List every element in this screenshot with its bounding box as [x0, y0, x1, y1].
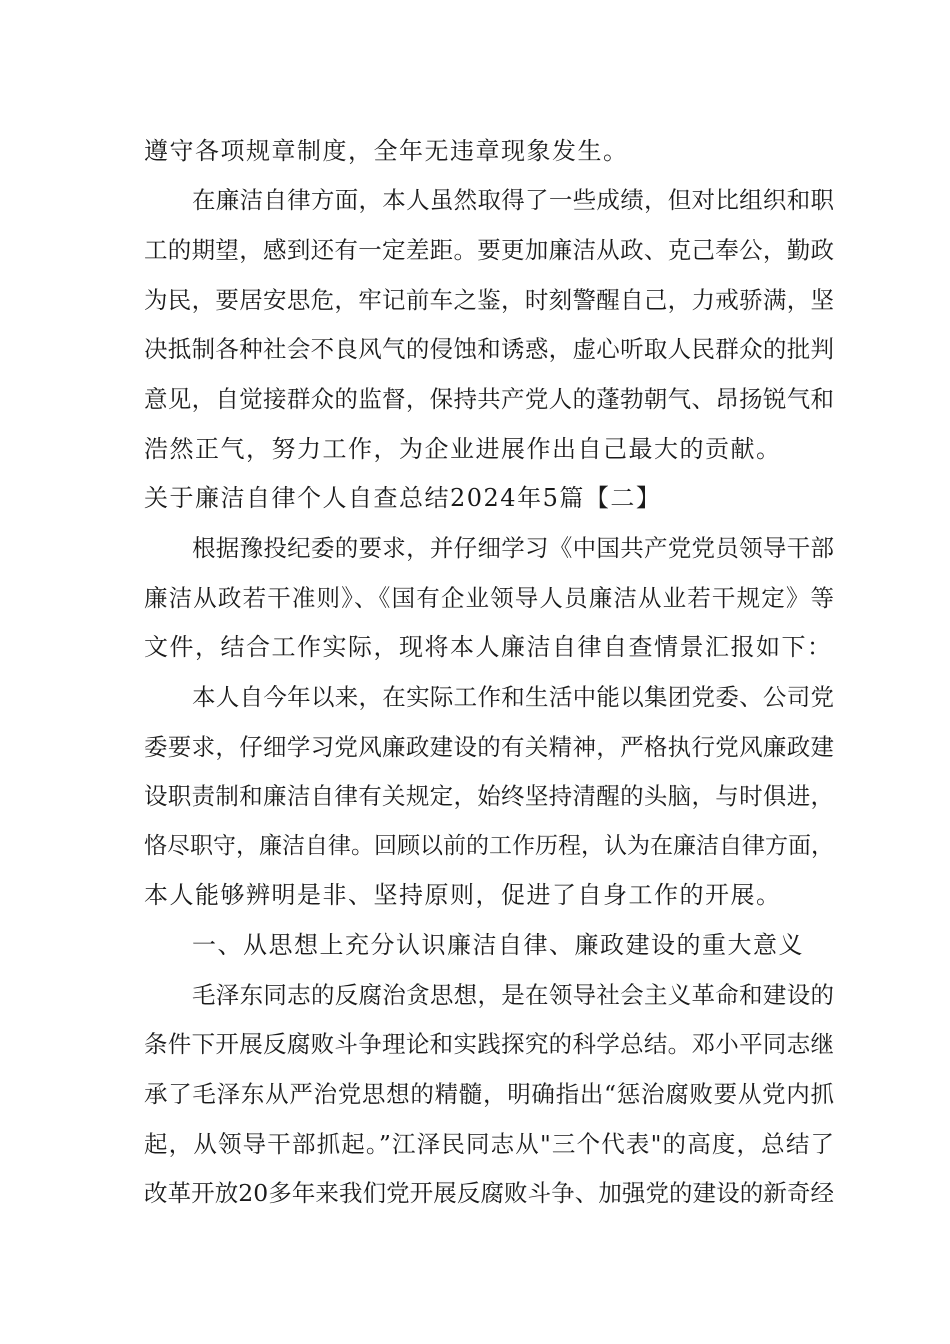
- paragraph-line: 本人能够辨明是非、坚持原则，促进了自身工作的开展。: [144, 881, 782, 909]
- paragraph-line: 在廉洁自律方面，本人虽然取得了一些成绩，但对比组织和职: [192, 186, 834, 214]
- paragraph-line: 廉洁从政若干准则》、《国有企业领导人员廉洁从业若干规定》等: [144, 584, 834, 612]
- paragraph-line: 根据豫投纪委的要求，并仔细学习《中国共产党党员领导干部: [192, 534, 834, 562]
- paragraph-line: 为民，要居安思危，牢记前车之鉴，时刻警醒自己，力戒骄满，坚: [144, 286, 834, 314]
- paragraph-line: 本人自今年以来，在实际工作和生活中能以集团党委、公司党: [192, 683, 834, 711]
- paragraph-line: 意见，自觉接群众的监督，保持共产党人的蓬勃朝气、昂扬锐气和: [144, 385, 834, 413]
- paragraph-line: 条件下开展反腐败斗争理论和实践探究的科学总结。邓小平同志继: [144, 1030, 834, 1058]
- paragraph-line: 毛泽东同志的反腐治贪思想，是在领导社会主义革命和建设的: [192, 981, 834, 1009]
- subsection-heading: 一、从思想上充分认识廉洁自律、廉政建设的重大意义: [192, 931, 804, 959]
- paragraph-line: 起，从领导干部抓起。”江泽民同志从"三个代表"的高度，总结了: [144, 1130, 834, 1158]
- paragraph-line: 决抵制各种社会不良风气的侵蚀和诱惑，虚心听取人民群众的批判: [144, 335, 834, 363]
- paragraph-line: 改革开放20多年来我们党开展反腐败斗争、加强党的建设的新奇经: [144, 1179, 834, 1207]
- section-heading: 关于廉洁自律个人自查总结2024年5篇【二】: [144, 484, 662, 512]
- paragraph-line: 工的期望，感到还有一定差距。要更加廉洁从政、克己奉公，勤政: [144, 236, 834, 264]
- paragraph-line: 委要求，仔细学习党风廉政建设的有关精神，严格执行党风廉政建: [144, 733, 834, 761]
- paragraph-line: 恪尽职守，廉洁自律。回顾以前的工作历程，认为在廉洁自律方面，: [144, 833, 834, 859]
- paragraph-line: 文件，结合工作实际，现将本人廉洁自律自查情景汇报如下：: [144, 633, 833, 661]
- paragraph-line: 浩然正气，努力工作，为企业进展作出自己最大的贡献。: [144, 435, 782, 463]
- paragraph-line: 遵守各项规章制度，全年无违章现象发生。: [144, 137, 629, 165]
- paragraph-line: 设职责制和廉洁自律有关规定，始终坚持清醒的头脑，与时俱进，: [144, 782, 834, 810]
- paragraph-line: 承了毛泽东从严治党思想的精髓，明确指出“惩治腐败要从党内抓: [144, 1080, 834, 1108]
